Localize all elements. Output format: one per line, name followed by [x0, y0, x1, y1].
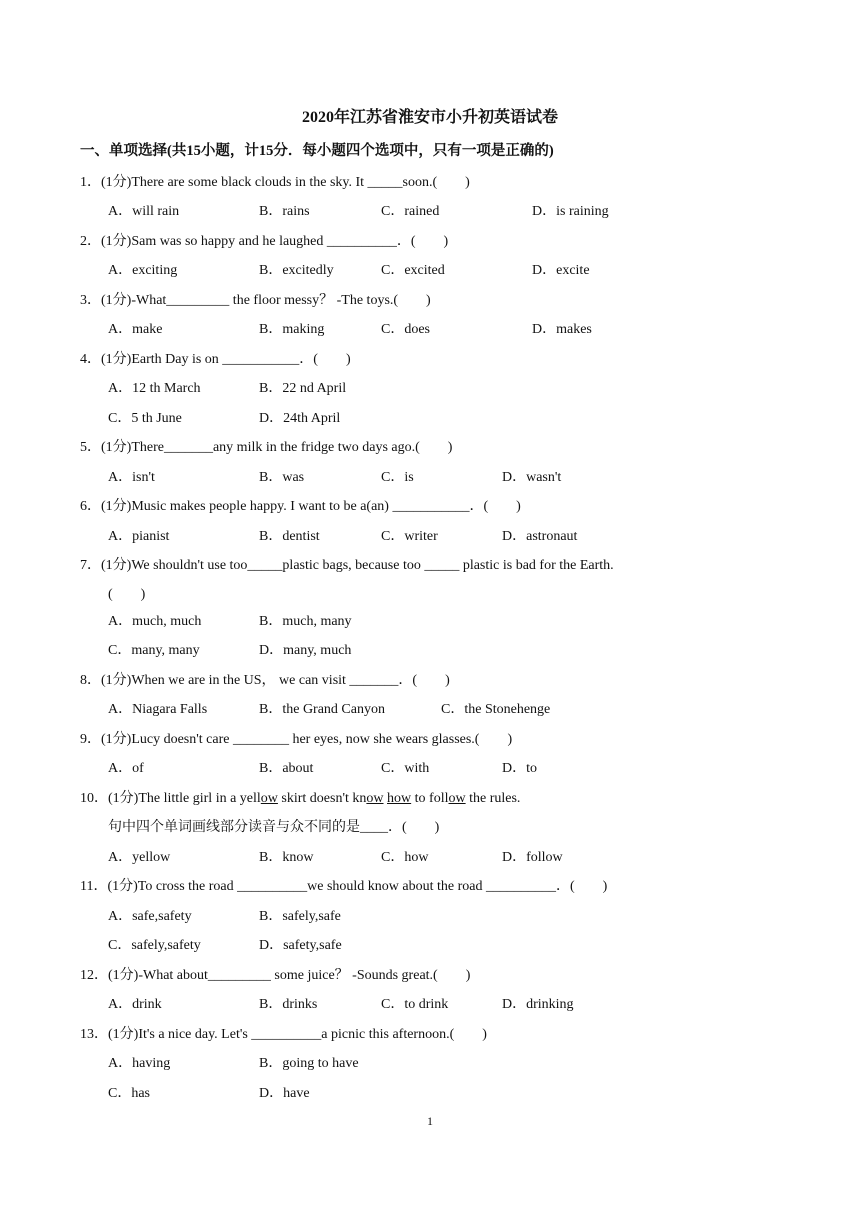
- option-d: D．to: [502, 761, 537, 776]
- option-c: C．excited: [381, 263, 445, 278]
- option-d: D．makes: [532, 322, 592, 337]
- question-text: (1分)We shouldn't use too_____plastic bags, because too _____ plastic is bad for the Earth.: [101, 558, 614, 573]
- option-a: A．of: [108, 761, 144, 776]
- option-b: B．know: [259, 850, 314, 865]
- option-a: A．exciting: [108, 263, 178, 278]
- option-c: C．with: [381, 761, 430, 776]
- question-number: 12．: [80, 968, 108, 983]
- question-9: [80, 728, 512, 748]
- option-a: A．yellow: [108, 850, 171, 865]
- question-4: [80, 348, 351, 368]
- question-text: (1分)-What_________ the floor messy？ -The toys.( ): [101, 293, 431, 308]
- option-d: D．astronaut: [502, 529, 578, 544]
- option-d: D．wasn't: [502, 470, 562, 485]
- option-a: A．make: [108, 322, 163, 337]
- question-text: (1分)There are some black clouds in the sky. It _____soon.( ): [101, 175, 470, 190]
- question-number: 1．: [80, 175, 101, 190]
- question-8: [80, 669, 450, 689]
- option-b: B．rains: [259, 204, 310, 219]
- option-d: D．many, much: [259, 643, 352, 658]
- question-10: [80, 787, 520, 807]
- option-c: C．many, many: [108, 643, 200, 658]
- question-3: [80, 289, 431, 309]
- question-number: 13．: [80, 1027, 108, 1042]
- option-c: C．has: [108, 1086, 150, 1101]
- question-1: [80, 171, 470, 191]
- question-text: (1分)There_______any milk in the fridge two days ago.( ): [101, 440, 453, 455]
- question-number: 2．: [80, 234, 101, 249]
- question-11: [80, 875, 607, 895]
- question-number: 9．: [80, 732, 101, 747]
- option-a: A．drink: [108, 997, 162, 1012]
- option-d: D．drinking: [502, 997, 574, 1012]
- question-text: (1分)Earth Day is on ___________．( ): [101, 352, 351, 367]
- option-c: C．safely,safety: [108, 938, 201, 953]
- exam-title: 2020年江苏省淮安市小升初英语试卷: [301, 109, 558, 126]
- question-text: (1分)When we are in the US， we can visit _______．( ): [101, 673, 450, 688]
- question-text: (1分)Music makes people happy. I want to be a(an) ___________．( ): [101, 499, 521, 514]
- option-a: A．isn't: [108, 470, 155, 485]
- option-b: B．safely,safe: [259, 909, 341, 924]
- question-number: 3．: [80, 293, 101, 308]
- question-13: [80, 1023, 487, 1043]
- option-b: B．about: [259, 761, 314, 776]
- option-c: C．is: [381, 470, 414, 485]
- option-d: D．24th April: [259, 411, 341, 426]
- option-c: C．how: [381, 850, 429, 865]
- question-10-subtext: 句中四个单词画线部分读音与众不同的是____．( ): [108, 820, 440, 835]
- option-d: D．safety,safe: [259, 938, 342, 953]
- option-a: A．will rain: [108, 204, 180, 219]
- option-b: B．was: [259, 470, 305, 485]
- question-6: [80, 495, 521, 515]
- question-number: 7．: [80, 558, 101, 573]
- option-c: C．to drink: [381, 997, 449, 1012]
- option-a: A．Niagara Falls: [108, 702, 208, 717]
- option-b: B．22 nd April: [259, 381, 347, 396]
- option-b: B．the Grand Canyon: [259, 702, 385, 717]
- option-c: C．does: [381, 322, 430, 337]
- option-a: A．12 th March: [108, 381, 201, 396]
- option-c: C．the Stonehenge: [441, 702, 551, 717]
- section-heading: 一、单项选择(共15小题，计15分．每小题四个选项中，只有一项是正确的): [80, 143, 554, 159]
- option-b: B．drinks: [259, 997, 318, 1012]
- option-d: D．is raining: [532, 204, 609, 219]
- option-b: B．dentist: [259, 529, 320, 544]
- option-d: D．follow: [502, 850, 563, 865]
- option-c: C．rained: [381, 204, 440, 219]
- question-7: [80, 554, 614, 574]
- option-b: B．making: [259, 322, 325, 337]
- option-b: B．much, many: [259, 614, 352, 629]
- question-7-bracket: ( ): [108, 587, 146, 602]
- question-text: (1分)Lucy doesn't care ________ her eyes, now she wears glasses.( ): [101, 732, 513, 747]
- question-number: 11．: [80, 879, 108, 894]
- question-number: 4．: [80, 352, 101, 367]
- question-number: 8．: [80, 673, 101, 688]
- question-text: (1分)Sam was so happy and he laughed __________．( ): [101, 234, 449, 249]
- option-b: B．going to have: [259, 1056, 359, 1071]
- page-number: 1: [427, 1114, 433, 1128]
- question-5: [80, 436, 452, 456]
- question-text: (1分)-What about_________ some juice？ -Sounds great.( ): [108, 968, 471, 983]
- option-d: D．excite: [532, 263, 590, 278]
- option-b: B．excitedly: [259, 263, 334, 278]
- option-a: A．having: [108, 1056, 171, 1071]
- option-d: D．have: [259, 1086, 310, 1101]
- option-a: A．pianist: [108, 529, 170, 544]
- option-c: C．5 th June: [108, 411, 182, 426]
- option-a: A．much, much: [108, 614, 202, 629]
- question-12: [80, 964, 470, 984]
- option-c: C．writer: [381, 529, 438, 544]
- question-number: 5．: [80, 440, 101, 455]
- question-number: 6．: [80, 499, 101, 514]
- question-number: 10．: [80, 791, 108, 806]
- question-text: (1分)It's a nice day. Let's __________a picnic this afternoon.( ): [108, 1027, 487, 1042]
- option-a: A．safe,safety: [108, 909, 192, 924]
- question-text: (1分)To cross the road __________we should know about the road __________．( ): [107, 879, 608, 894]
- question-text: (1分)The little girl in a yellow skirt doesn't know how to follow the rules.: [108, 791, 521, 806]
- question-2: [80, 230, 448, 250]
